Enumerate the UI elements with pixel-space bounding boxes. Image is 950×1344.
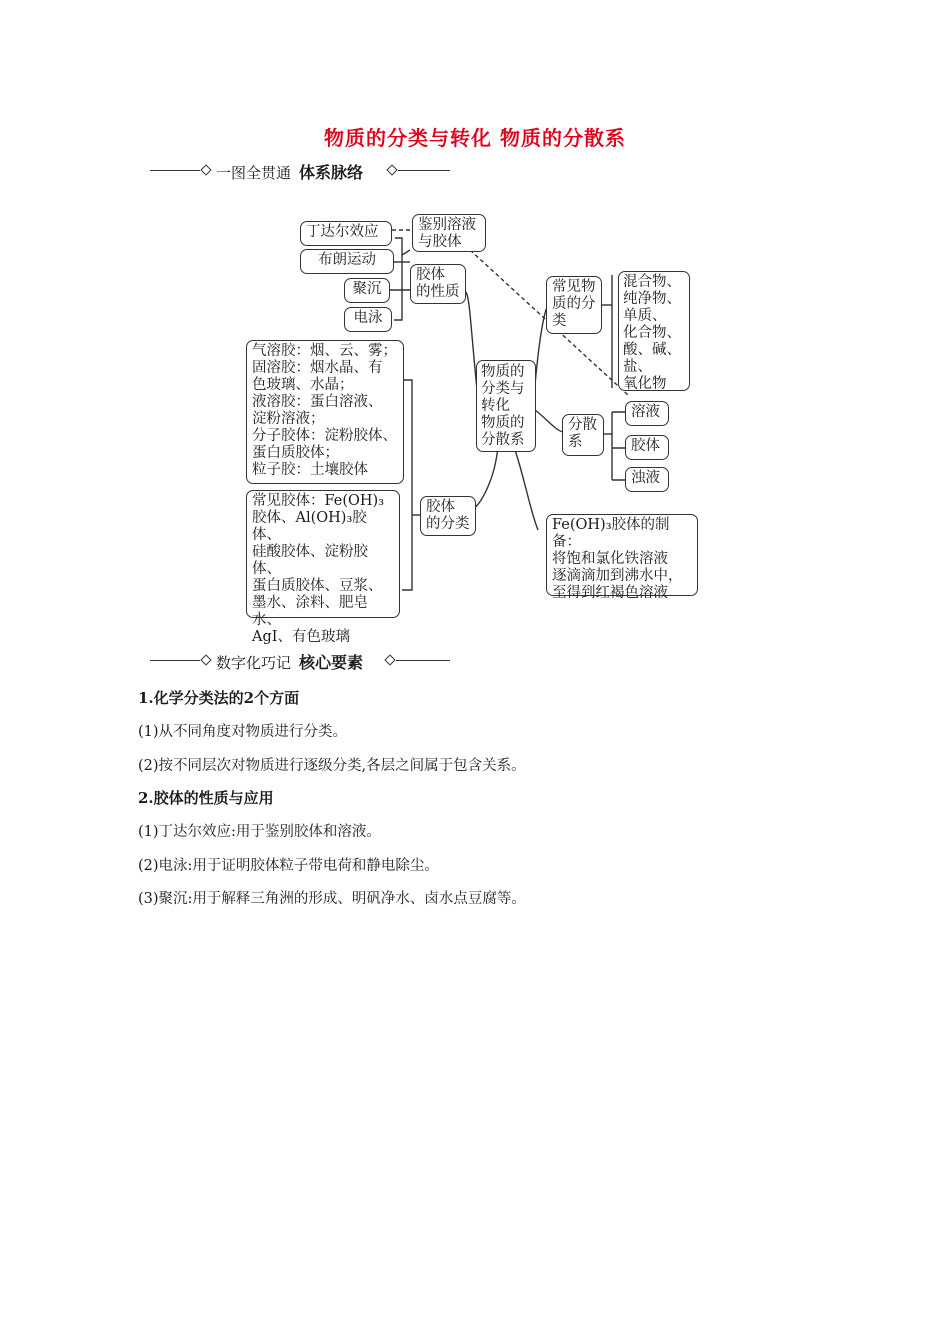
section-left-label: 一图全贯通 xyxy=(216,164,292,182)
dispersion-line: 系 xyxy=(568,434,583,450)
center-line: 分类与 xyxy=(481,381,525,397)
substance-line: 混合物、 xyxy=(623,274,681,290)
common-colloid-line: 墨水、涂料、肥皂水、 xyxy=(252,595,368,628)
substance-line: 氧化物 xyxy=(623,376,667,392)
common-classify-box xyxy=(546,276,602,334)
common-colloid-line: 胶体、Al(OH)₃胶体、 xyxy=(252,510,367,543)
turbid-label: 浊液 xyxy=(631,470,660,486)
prep-line: 至得到红褐色溶液 xyxy=(552,585,668,601)
diamond-icon xyxy=(200,654,211,665)
turbid-box xyxy=(625,467,669,492)
substance-line: 单质、 xyxy=(623,308,667,324)
sol-type-line: 淀粉溶液； xyxy=(252,411,325,427)
identify-line: 与胶体 xyxy=(418,234,462,250)
page-title: 物质的分类与转化 物质的分散系 xyxy=(324,126,626,150)
content-item: (3)聚沉:用于解释三角洲的形成、明矾净水、卤水点豆腐等。 xyxy=(138,891,526,907)
connector-line xyxy=(402,250,410,255)
common-classify-line: 常见物 xyxy=(552,279,596,295)
section-right-label: 体系脉络 xyxy=(299,163,364,182)
brownian-box xyxy=(300,249,394,274)
center-line: 物质的 xyxy=(481,415,525,431)
common-colloid-line: 硅酸胶体、淀粉胶体、 xyxy=(252,544,368,577)
tyndall-label: 丁达尔效应 xyxy=(306,224,379,240)
sol-type-line: 液溶胶：蛋白溶液、 xyxy=(252,394,383,410)
solution-box xyxy=(625,401,669,426)
substance-line: 酸、碱、 xyxy=(623,342,681,358)
colloid-props-line: 胶体 xyxy=(416,267,445,283)
common-classify-line: 质的分 xyxy=(552,296,596,312)
electrophoresis-box xyxy=(344,307,392,332)
divider xyxy=(150,660,200,661)
tyndall-box xyxy=(300,221,392,246)
colloid-classify-box xyxy=(420,496,476,536)
content-item: (1)丁达尔效应:用于鉴别胶体和溶液。 xyxy=(138,824,381,840)
sol-type-line: 固溶胶：烟水晶、有 xyxy=(252,360,383,376)
prep-line: 将饱和氯化铁溶液 xyxy=(552,551,668,567)
diamond-icon xyxy=(384,654,395,665)
center-line: 转化 xyxy=(481,398,510,414)
common-colloid-line: AgI、有色玻璃 xyxy=(252,629,350,645)
substance-line: 盐、 xyxy=(623,359,652,375)
content-item: (2)按不同层次对物质进行逐级分类,各层之间属于包含关系。 xyxy=(138,758,526,774)
center-line: 分散系 xyxy=(481,432,525,448)
colloid-box xyxy=(625,435,669,460)
electrophoresis-label: 电泳 xyxy=(353,310,383,326)
coagulation-box xyxy=(344,278,390,303)
section-header-text xyxy=(216,650,363,673)
prep-line: 逐滴滴加到沸水中， xyxy=(552,568,683,584)
sol-type-line: 蛋白质胶体； xyxy=(252,445,339,461)
section-right-label: 核心要素 xyxy=(299,653,364,672)
divider xyxy=(396,660,450,661)
section-left-label: 数字化巧记 xyxy=(216,654,292,672)
common-classify-line: 类 xyxy=(552,313,567,329)
brownian-label: 布朗运动 xyxy=(318,252,376,268)
identify-box xyxy=(412,214,486,252)
substance-line: 纯净物、 xyxy=(623,291,681,307)
colloid-classify-line: 胶体 xyxy=(426,499,455,515)
common-colloids-box xyxy=(246,490,400,645)
content-item: (1)从不同角度对物质进行分类。 xyxy=(138,724,348,740)
common-colloid-line: 常见胶体：Fe(OH)₃ xyxy=(252,493,385,509)
content-heading-1: 1.化学分类法的2个方面 xyxy=(138,689,300,707)
content-item: (2)电泳:用于证明胶体粒子带电荷和静电除尘。 xyxy=(138,858,439,874)
dispersion-box xyxy=(562,414,604,456)
section-header-core xyxy=(150,650,450,670)
colloid-props-line: 的性质 xyxy=(416,284,460,300)
coagulation-label: 聚沉 xyxy=(352,281,382,297)
center-topic-box xyxy=(476,360,536,452)
content-heading-2: 2.胶体的性质与应用 xyxy=(138,789,274,807)
colloid-props-box xyxy=(410,264,466,304)
preparation-box xyxy=(546,514,698,601)
prep-line: Fe(OH)₃胶体的制备： xyxy=(552,517,670,550)
connector-line xyxy=(474,446,498,508)
colloid-label: 胶体 xyxy=(631,438,660,454)
sol-type-line: 分子胶体：淀粉胶体、 xyxy=(252,428,397,444)
sol-types-box xyxy=(246,340,404,484)
connector-line xyxy=(535,410,563,432)
sol-type-line: 气溶胶：烟、云、雾； xyxy=(252,343,397,359)
sol-type-line: 色玻璃、水晶； xyxy=(252,377,354,393)
sol-type-line: 粒子胶：土壤胶体 xyxy=(252,462,368,478)
center-line: 物质的 xyxy=(481,364,525,380)
bracket xyxy=(394,238,402,320)
solution-label: 溶液 xyxy=(631,404,660,420)
common-colloid-line: 蛋白质胶体、豆浆、 xyxy=(252,578,383,594)
substance-line: 化合物、 xyxy=(623,325,681,341)
substances-box xyxy=(618,271,690,391)
identify-line: 鉴别溶液 xyxy=(418,217,476,233)
mindmap-connectors xyxy=(0,0,950,640)
dispersion-line: 分散 xyxy=(568,417,597,433)
bracket xyxy=(612,412,625,480)
colloid-classify-line: 的分类 xyxy=(426,516,470,532)
connector-line xyxy=(515,450,538,530)
